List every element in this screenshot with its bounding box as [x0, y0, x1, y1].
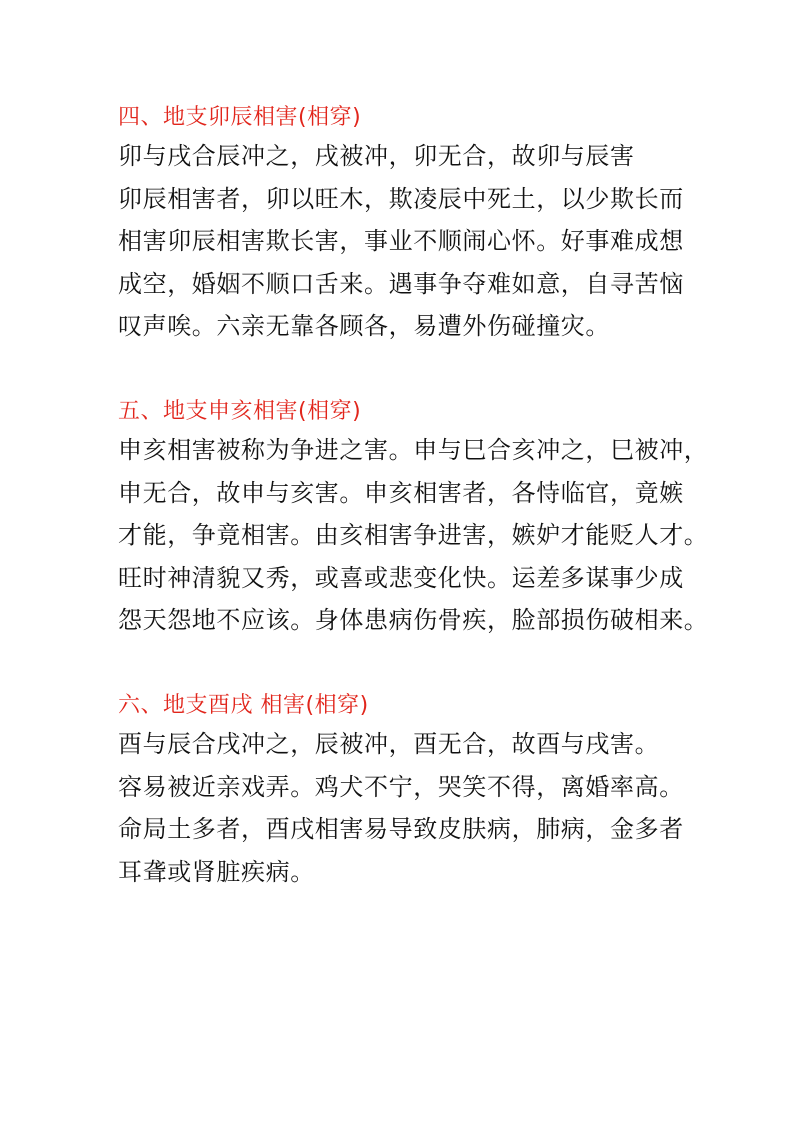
body-line: 容易被近亲戏弄。鸡犬不宁，哭笑不得，离婚率高。	[118, 772, 684, 801]
section-you-xu-harm	[118, 689, 758, 893]
section-heading: 六、地支酉戌 相害(相穿)	[118, 693, 369, 718]
body-line: 酉与辰合戌冲之，辰被冲，酉无合，故酉与戌害。	[118, 730, 660, 758]
body-line: 叹声唉。六亲无靠各顾各，易遭外伤碰撞灾。	[118, 312, 610, 340]
body-line: 申亥相害被称为争进之害。申与巳合亥冲之，巳被冲，	[118, 436, 709, 464]
section-heading: 四、地支卯辰相害(相穿)	[118, 105, 362, 130]
body-line: 才能，争竟相害。由亥相害争进害，嫉妒才能贬人才。	[118, 521, 709, 549]
body-line: 卯与戌合辰冲之，戌被冲，卯无合，故卯与辰害	[118, 142, 635, 170]
section-mao-chen-harm	[118, 101, 758, 348]
section-heading: 五、地支申亥相害(相穿)	[118, 399, 362, 424]
body-line: 命局土多者，酉戌相害易导致皮肤病，肺病，金多者	[118, 815, 684, 843]
body-line: 怨天怨地不应该。身体患病伤骨疾，脸部损伤破相来。	[118, 606, 709, 634]
body-line: 耳聋或肾脏疾病。	[118, 857, 315, 886]
body-line: 成空，婚姻不顺口舌来。遇事争夺难如意，自寻苦恼	[118, 269, 684, 298]
body-line: 申无合，故申与亥害。申亥相害者，各恃临官，竟嫉	[118, 478, 684, 507]
body-line: 卯辰相害者，卯以旺木，欺凌辰中死土，以少欺长而	[118, 184, 684, 213]
body-line: 相害卯辰相害欺长害，事业不顺闹心怀。好事难成想	[118, 227, 684, 255]
body-line: 旺时神清貌又秀，或喜或悲变化快。运差多谋事少成	[118, 563, 684, 592]
section-shen-hai-harm	[118, 395, 758, 642]
